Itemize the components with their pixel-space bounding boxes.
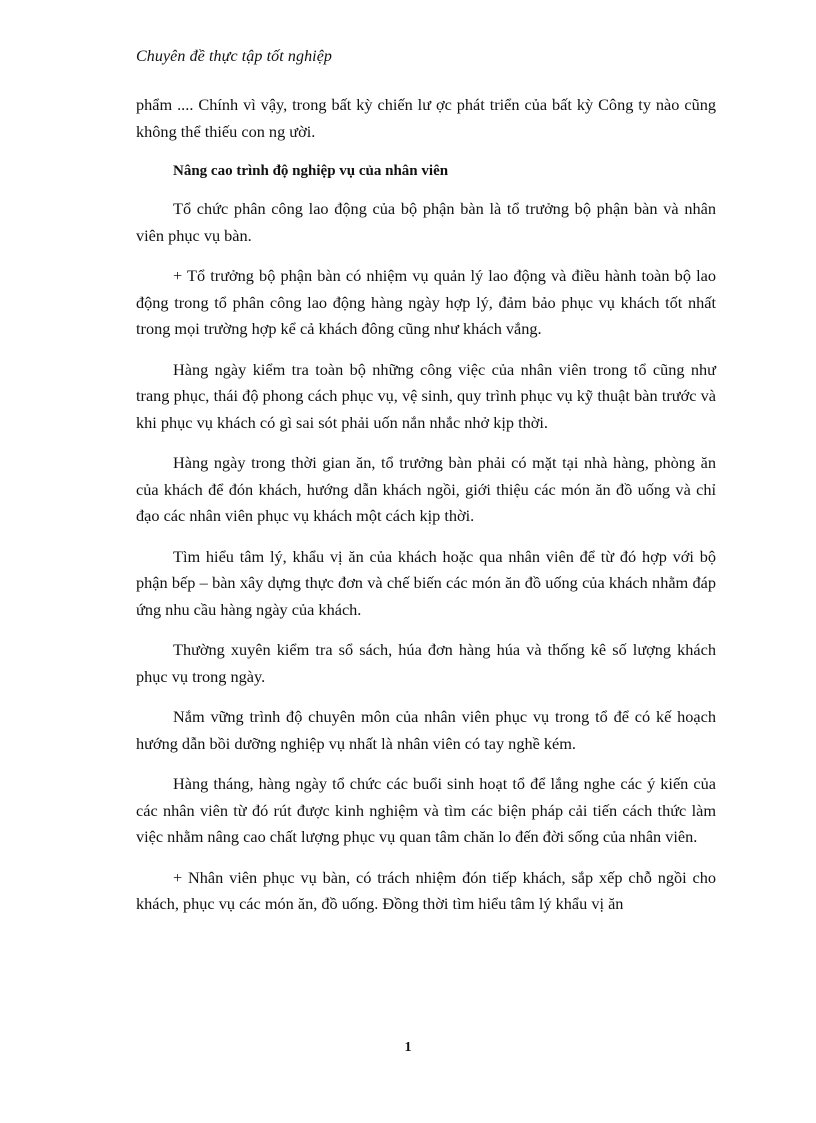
page-number: 1 <box>404 1040 412 1055</box>
paragraph: Hàng ngày kiểm tra toàn bộ những công việc của nhân viên trong tổ cũng như trang phục, thái độ phong cách phục vụ, vệ sinh, quy trình phục vụ kỹ thuật bàn trước và khi phục vụ khách có gì sai sót phải uốn nắn nhắc nhở kịp thời. <box>136 359 716 432</box>
section-heading: Nâng cao trình độ nghiệp vụ của nhân viên <box>173 163 449 179</box>
paragraph: + Tổ trưởng bộ phận bàn có nhiệm vụ quản lý lao động và điều hành toàn bộ lao động trong tổ phân công lao động hàng ngày hợp lý, đảm bảo phục vụ khách tốt nhất trong mọi trường hợp kể cả khách đông cũng như khách vắng. <box>136 266 716 338</box>
paragraph: Tìm hiểu tâm lý, khẩu vị ăn của khách hoặc qua nhân viên để từ đó hợp với bộ phận bếp – bàn xây dựng thực đơn và chế biến các món ăn đồ uống của khách nhằm đáp ứng nhu cầu hàng ngày của khách. <box>136 546 716 619</box>
paragraph: Hàng ngày trong thời gian ăn, tổ trưởng bàn phải có mặt tại nhà hàng, phòng ăn của khách để đón khách, hướng dẫn khách ngồi, giới thiệu các món ăn đồ uống và chỉ đạo các nhân viên phục vụ khách một cách kịp thời. <box>136 453 716 525</box>
document-body <box>136 92 716 932</box>
paragraph: Hàng tháng, hàng ngày tổ chức các buổi sinh hoạt tổ để lắng nghe các ý kiến của các nhân viên từ đó rút được kinh nghiệm và tìm các biện pháp cải tiến cách thức làm việc nhằm nâng cao chất lượng phục vụ quan tâm chăn lo đến đời sống của nhân viên. <box>136 774 716 846</box>
running-header: Chuyên đề thực tập tốt nghiệp <box>136 48 333 65</box>
paragraph: + Nhân viên phục vụ bàn, có trách nhiệm đón tiếp khách, sắp xếp chỗ ngồi cho khách, phục vụ các món ăn, đồ uống. Đồng thời tìm hiểu tâm lý khẩu vị ăn <box>136 867 716 913</box>
paragraph: Tổ chức phân công lao động của bộ phận bàn là tổ trưởng bộ phận bàn và nhân viên phục vụ bàn. <box>136 199 716 245</box>
paragraph: Nắm vững trình độ chuyên môn của nhân viên phục vụ trong tổ để có kế hoạch hướng dẫn bồi dưỡng nghiệp vụ nhất là nhân viên có tay nghề kém. <box>136 707 716 753</box>
paragraph: Thường xuyên kiểm tra sổ sách, húa đơn hàng húa và thống kê số lượng khách phục vụ trong ngày. <box>136 640 716 686</box>
paragraph-continuation: phẩm .... Chính vì vậy, trong bất kỳ chiến lư ợc phát triển của bất kỳ Công ty nào cũng không thể thiếu con ng ười. <box>136 95 716 141</box>
